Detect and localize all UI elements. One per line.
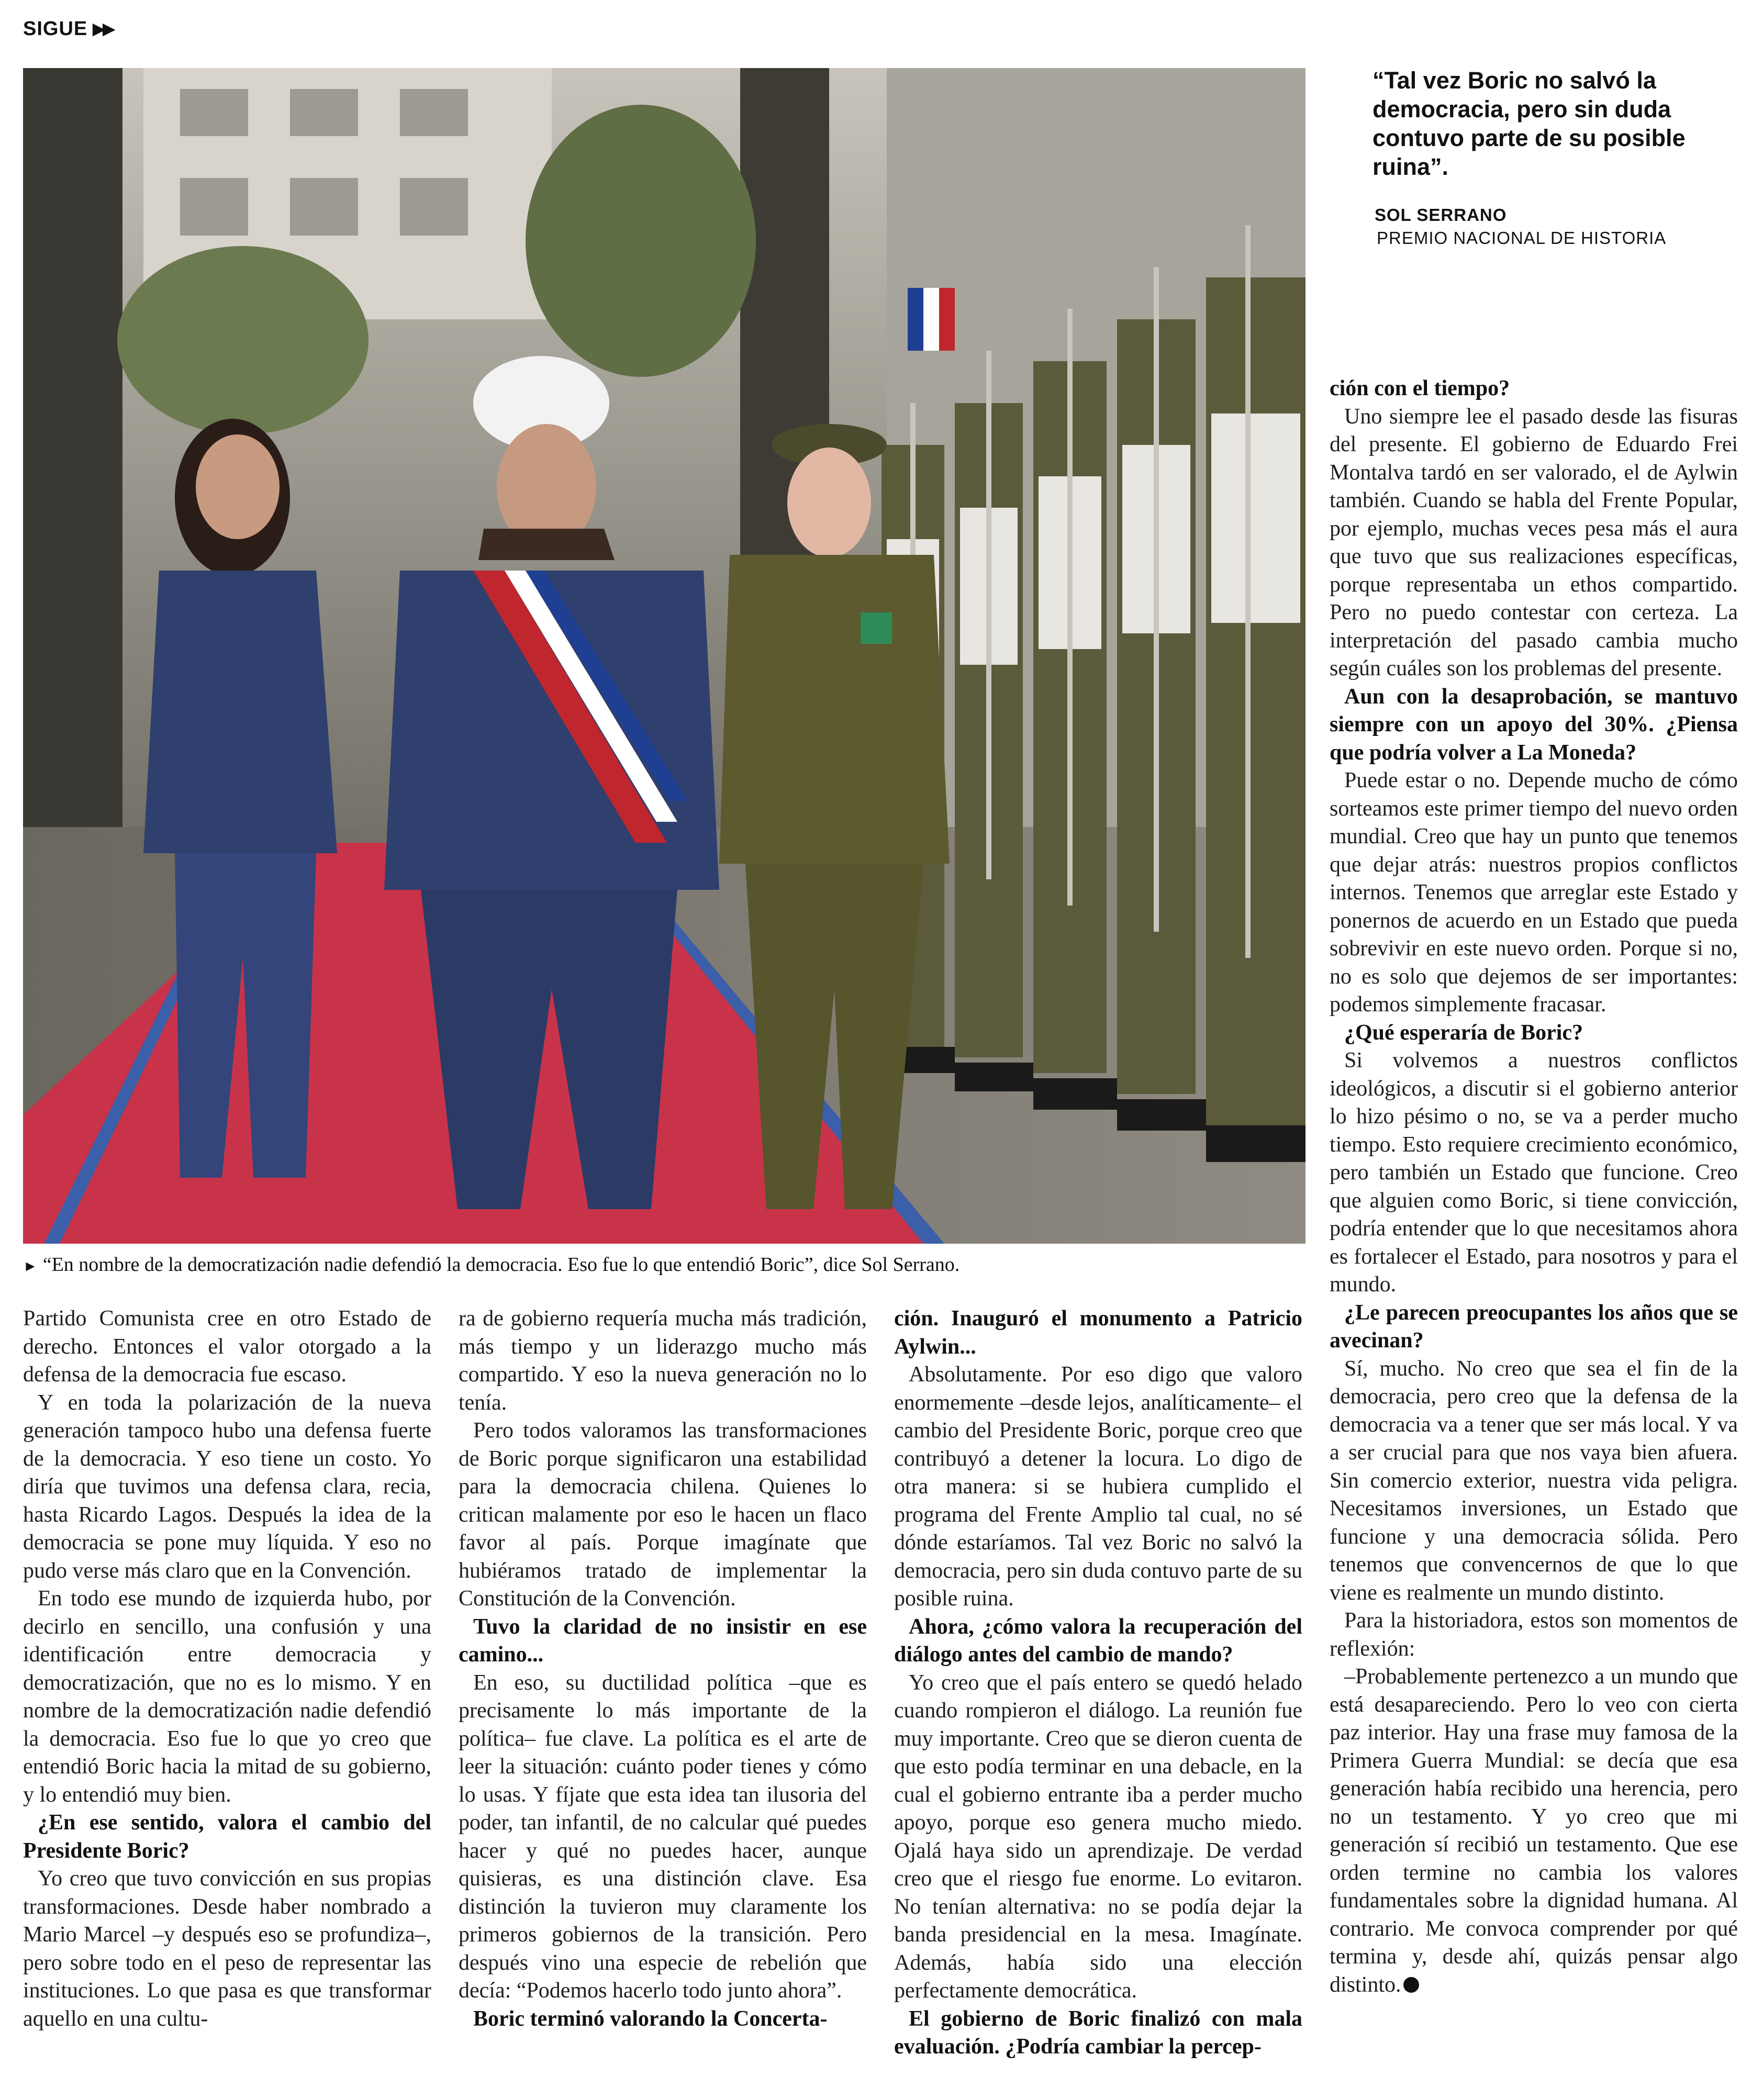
photo-caption: [23, 1252, 1305, 1279]
interview-question: ¿En ese sentido, valora el cambio del Presidente Boric?: [23, 1811, 431, 1863]
section-continue-label: [23, 18, 113, 40]
tree: [526, 105, 756, 377]
article-paragraph: Partido Comunista cree en otro Estado de derecho. Entonces el valor otorgado a la defensa de la democracia fue escaso.: [23, 1306, 431, 1387]
quote-author-role: PREMIO NACIONAL DE HISTORIA: [1377, 228, 1667, 248]
article-paragraph: Si volvemos a nuestros conflictos ideológicos, a discutir si el gobierno anterior lo hizo pésimo o no, se va a perder mucho tiempo. Esto requiere crecimiento económico, pero también un Estado que funcione. Creo que alguien como Boric, si tiene convicción, podría entender que lo que necesitamos ahora es fortalecer el Estado, para nosotros y para el mundo.: [1330, 1048, 1738, 1297]
interview-question: ción con el tiempo?: [1330, 376, 1510, 400]
article-paragraph: Uno siempre lee el pasado desde las fisuras del presente. El gobierno de Eduardo Frei Montalva tardó en ser valorado, el de Aylwin también. Cuando se habla del Frente Popular, por ejemplo, muchas veces pesa más el aura que tuvo que sus realizaciones específicas, porque representaba un ethos compartido. Pero no puedo contestar con certeza. La interpretación del pasado cambia mucho según cuáles son los problemas del presente.: [1330, 404, 1738, 680]
tree: [117, 246, 369, 434]
interview-question: Aun con la desaprobación, se mantuvo siempre con un apoyo del 30%. ¿Piensa que podría volver a La Moneda?: [1330, 684, 1738, 765]
article-paragraph: Puede estar o no. Depende mucho de cómo sorteamos este primer tiempo del nuevo orden mundial. Creo que hay un punto que tenemos que dejar atrás: nuestros propios conflictos internos. Tenemos que arreglar este Estado y ponernos de acuerdo en un Estado que pueda sobrevivir en este nuevo orden. Porque si no, no es solo que dejemos de ser importantes: podemos simplemente fracasar.: [1330, 768, 1738, 1017]
interview-question: ción. Inauguró el monumento a Patricio Aylwin...: [894, 1306, 1302, 1359]
interview-question: Boric terminó valorando la Concerta-: [473, 2006, 828, 2031]
interview-question: ¿Qué esperaría de Boric?: [1344, 1020, 1583, 1045]
double-arrow-icon: ▶▶: [93, 20, 113, 38]
quote-author: SOL SERRANO: [1375, 205, 1507, 225]
article-column-3: [894, 1305, 1302, 2061]
sigue-text: SIGUE: [23, 18, 88, 40]
article-paragraph: Sí, mucho. No creo que sea el fin de la democracia, pero creo que la defensa de la democracia va a tener que ser más local. Y va a ser crucial para que nos vaya bien afuera. Sin comercio exterior, nuestra vida peligra. Necesitamos inversiones, un Estado que funcione y una democracia sólida. Pero tenemos que convencernos de que lo que viene es realmente un mundo distinto.: [1330, 1356, 1738, 1605]
article-paragraph: Pero todos valoramos las transformaciones de Boric porque significaron una estabilidad para la democracia chilena. Quienes lo critican malamente por eso le hacen un flaco favor al país. Porque imagínate que hubiéramos tratado de implementar la Constitución de la Convención.: [459, 1418, 867, 1611]
article-column-4: [1330, 375, 1738, 1999]
article-paragraph: –Probablemente pertenezco a un mundo que está desapareciendo. Pero lo veo con cierta paz interior. Hay una frase muy famosa de la Primera Guerra Mundial: se decía que esa generación había recibido una herencia, pero no un testamento. Y yo creo que mi generación sí recibió un testamento. Que ese orden termine no cambia los valores fundamentales sobre la dignidad humana. Al contrario. Me convoca comprender por qué termina y, desde ahí, quizás pensar algo distinto.: [1330, 1665, 1738, 1997]
interview-question: Tuvo la claridad de no insistir en ese camino...: [459, 1614, 867, 1667]
article-paragraph: En todo ese mundo de izquierda hubo, por decirlo en sencillo, una confusión y una identificación entre democracia y democratización, que no es lo mismo. Y en nombre de la democratización nadie defendió la democracia. Eso fue lo que yo creo que entendió Boric hacia la mitad de su gobierno, y lo entendió muy bien.: [23, 1587, 431, 1807]
article-paragraph: Yo creo que tuvo convicción en sus propias transformaciones. Desde haber nombrado a Mario Marcel –y después eso se profundiza–, pero sobre todo en el peso de representar las instituciones. Lo que pasa es que transformar aquello en una cultu-: [23, 1867, 431, 2031]
article-paragraph: Y en toda la polarización de la nueva generación tampoco hubo una defensa fuerte de la democracia. Y eso tiene un costo. Yo diría que tuvimos una defensa clara, recia, hasta Ricardo Lagos. Después la idea de la democracia se pone muy líquida. Y eso no pudo verse más claro que en la Convención.: [23, 1390, 431, 1583]
inauguration-photo: [23, 68, 1305, 1244]
article-column-2: [459, 1305, 867, 2033]
interview-question: Ahora, ¿cómo valora la recuperación del diálogo antes del cambio de mando?: [894, 1614, 1302, 1667]
end-of-article-icon: [1403, 1977, 1419, 1993]
article-paragraph: Absolutamente. Por eso digo que valoro enormemente –desde lejos, analíticamente– el cambio del Presidente Boric, porque creo que contribuyó a detener la locura. Lo digo de otra manera: si se hubiera cumplido el programa del Frente Amplio tal cual, no sé dónde estaríamos. Tal vez Boric no salvó la democracia, pero sin duda contuvo parte de su posible ruina.: [894, 1362, 1302, 1611]
article-paragraph: Para la historiadora, estos son momentos de reflexión:: [1330, 1608, 1738, 1661]
pull-quote: “Tal vez Boric no salvó la democracia, pero sin duda contuvo parte de su posible ruina”.: [1373, 67, 1686, 180]
caption-text: “En nombre de la democratización nadie defendió la democracia. Eso fue lo que entendió Boric”, dice Sol Serrano.: [42, 1254, 960, 1276]
article-paragraph: Yo creo que el país entero se quedó helado cuando rompieron el diálogo. La reunión fue muy importante. Creo que se dieron cuenta de que esto podía terminar en una debacle, en la cual el gobierno entrante iba a perder mucho apoyo, porque eso genera mucho miedo. Ojalá haya sido un aprendizaje. De verdad creo que el riesgo fue enorme. Lo evitaron. No tenían alternativa: no se podía dejar la banda presidencial en la mesa. Imagínate. Además, había sido una elección perfectamente democrática.: [894, 1670, 1302, 2003]
triangle-bullet-icon: ►: [23, 1258, 38, 1275]
chile-flag: [908, 288, 955, 351]
article-paragraph: ra de gobierno requería mucha más tradición, más tiempo y un liderazgo mucho más compartido. Y eso la nueva generación no lo tenía.: [459, 1306, 867, 1415]
article-paragraph: En eso, su ductilidad política –que es precisamente lo más importante de la política– fue clave. La política es el arte de leer la situación: cuánto poder tienes y cómo lo usas. Y fíjate que esta idea tan ilusoria del poder, tan infantil, de no calcular qué puedes hacer y qué no puedes hacer, aunque quisieras, es una distinción clave. Esa distinción la tuvieron muy claramente los primeros gobiernos de la transición. Pero después vino una especie de rebelión que decía: “Podemos hacerlo todo junto ahora”.: [459, 1670, 867, 2003]
main-photo: [23, 68, 1305, 1244]
interview-question: ¿Le parecen preocupantes los años que se avecinan?: [1330, 1300, 1738, 1353]
interview-question: El gobierno de Boric finalizó con mala evaluación. ¿Podría cambiar la percep-: [894, 2006, 1302, 2059]
article-column-1: [23, 1305, 431, 2033]
